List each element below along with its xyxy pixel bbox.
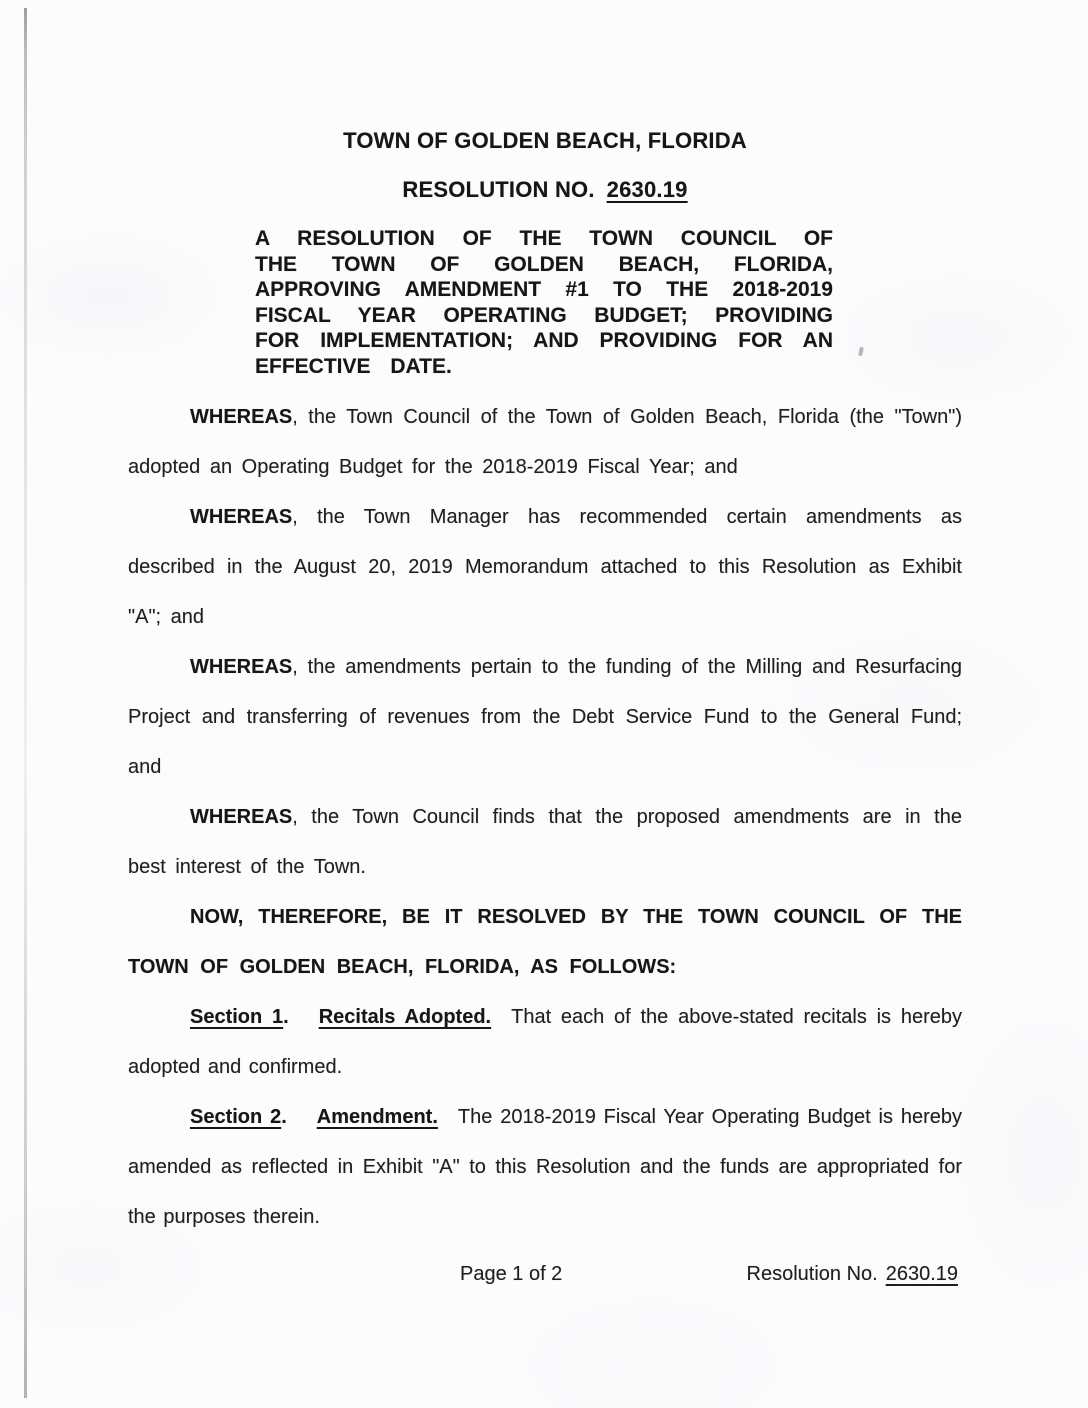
whereas-lead: WHEREAS (190, 656, 293, 678)
section-heading: Amendment. (316, 1106, 438, 1128)
whereas-lead: WHEREAS (190, 806, 293, 828)
whereas-lead: WHEREAS (190, 506, 293, 528)
document-title: TOWN OF GOLDEN BEACH, FLORIDA (343, 128, 747, 153)
recital-paragraph (128, 392, 962, 492)
recital-paragraph (128, 492, 962, 642)
footer-resolution (747, 1263, 958, 1286)
section-number-period: . (283, 1006, 289, 1028)
section-paragraph (128, 1092, 962, 1242)
resolution-heading-number: 2630.19 (606, 177, 688, 202)
section-text: That each of the above-stated recitals is hereby adopted and confirmed. (128, 1006, 962, 1078)
whereas-lead: WHEREAS (190, 406, 293, 428)
section-paragraph (128, 992, 962, 1092)
recital-paragraph (128, 792, 962, 892)
scan-line-artifact (24, 8, 27, 1398)
resolution-summary: A RESOLUTION OF THE TOWN COUNCIL OF THE TOWN OF GOLDEN BEACH, FLORIDA, APPROVING AMENDMENT #1 TO THE 2018-2019 FISCAL YEAR OPERATING BUDGET; PROVIDING FOR IMPLEMENTATION; AND PROVIDING FOR AN EFFECTIVE DATE. (255, 227, 833, 378)
recital-text: , the Town Manager has recommended certain amendments as described in the August 20, 2019 Memorandum attached to this Resolution as Exhibit "A"; and (128, 506, 962, 628)
page-indicator: Page 1 of 2 (460, 1263, 563, 1285)
section-number-period: . (281, 1106, 287, 1128)
section-heading: Recitals Adopted. (318, 1006, 492, 1028)
recital-paragraph (128, 642, 962, 792)
section-number: Section 2 (190, 1106, 282, 1128)
section-number: Section 1 (190, 1006, 284, 1028)
resolution-heading-label: RESOLUTION NO. (402, 177, 595, 202)
footer-resolution-number: 2630.19 (885, 1263, 958, 1285)
resolution-heading (128, 177, 962, 203)
section-text: The 2018-2019 Fiscal Year Operating Budget is hereby amended as reflected in Exhibit "A" to this Resolution and the funds are appropriated for the purposes therein. (128, 1106, 962, 1228)
recital-text: , the Town Council finds that the proposed amendments are in the best interest of the Town. (128, 806, 962, 878)
resolution-body (128, 392, 962, 1242)
recital-text: , the amendments pertain to the funding of the Milling and Resurfacing Project and transferring of revenues from the Debt Service Fund to the General Fund; and (128, 656, 962, 778)
footer-resolution-label: Resolution No. (746, 1263, 878, 1285)
resolved-clause: NOW, THEREFORE, BE IT RESOLVED BY THE TOWN COUNCIL OF THE TOWN OF GOLDEN BEACH, FLORIDA, AS FOLLOWS: (128, 906, 962, 978)
recital-text: , the Town Council of the Town of Golden Beach, Florida (the "Town") adopted an Operating Budget for the 2018-2019 Fiscal Year; and (128, 406, 962, 478)
document-content (128, 0, 962, 1408)
